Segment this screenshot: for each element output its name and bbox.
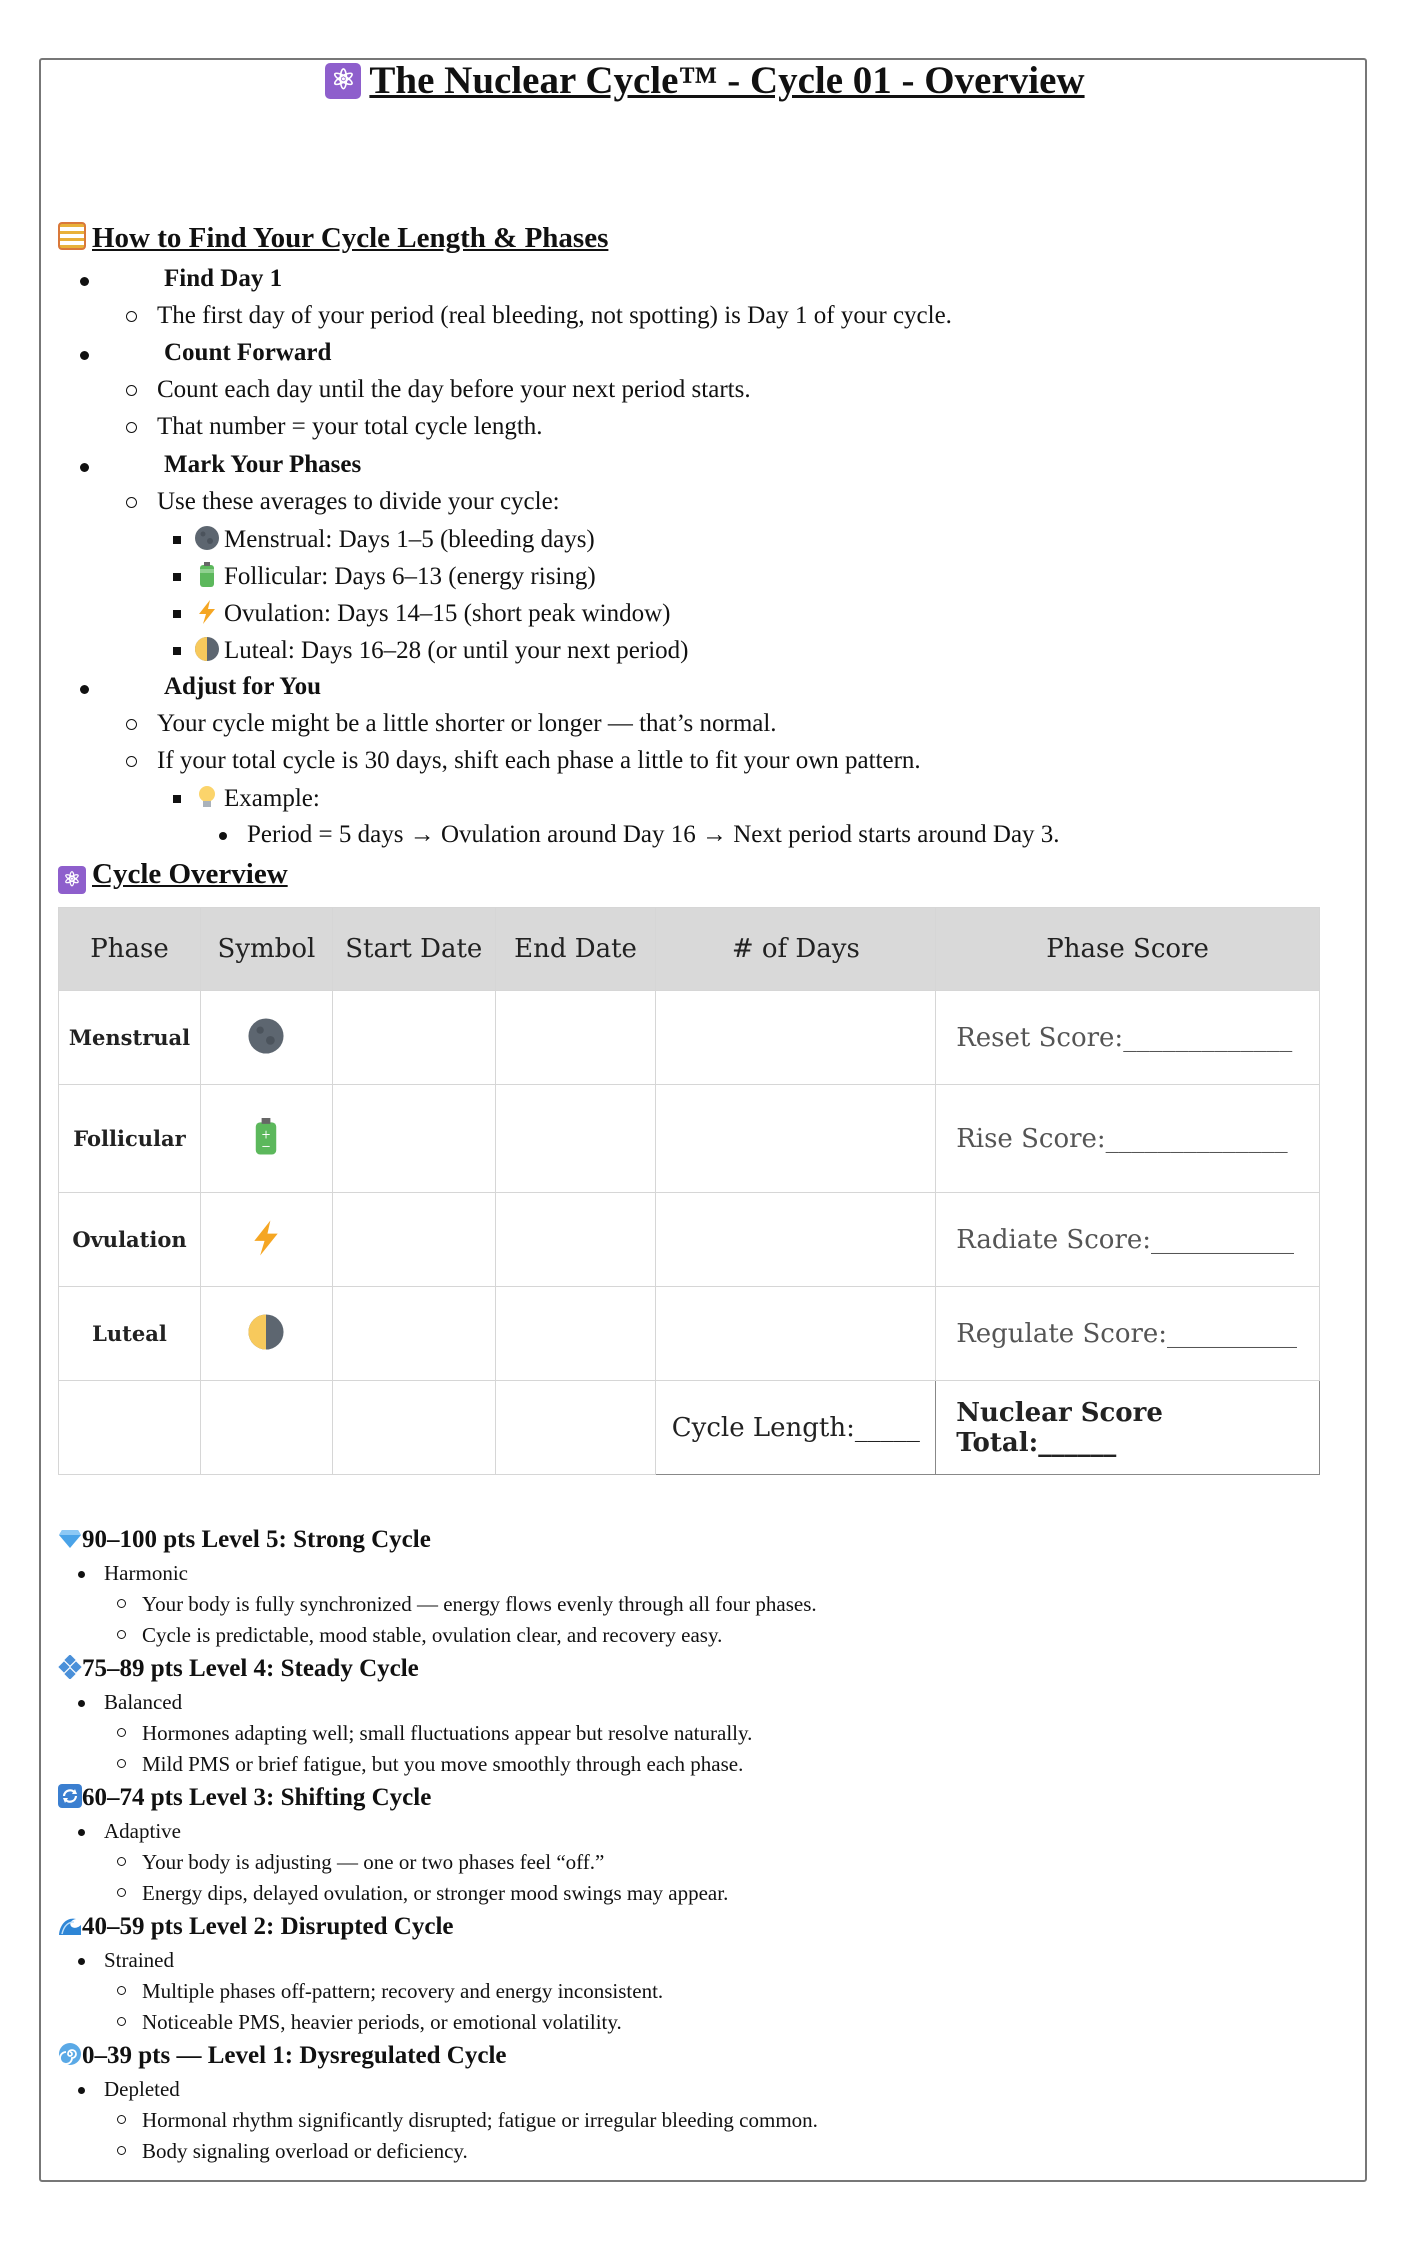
wave-icon [58, 1913, 82, 1937]
end-date-cell[interactable] [495, 1193, 656, 1287]
phase-score-cell[interactable]: Radiate Score:___________ [936, 1193, 1320, 1287]
new-moon-icon [247, 1017, 285, 1055]
notepad-icon [58, 222, 86, 250]
phase-name: Menstrual [59, 991, 201, 1085]
num-days-cell[interactable] [656, 991, 936, 1085]
col-end-date: End Date [495, 908, 656, 991]
num-days-cell[interactable] [656, 1085, 936, 1193]
phase-name: Follicular [59, 1085, 201, 1193]
lightning-icon [247, 1219, 285, 1257]
table-header-row [59, 908, 1320, 991]
level-2-heading: 40–59 pts Level 2: Disrupted Cycle [58, 1913, 454, 1941]
score-total-cell[interactable]: Nuclear Score Total:______ [936, 1381, 1320, 1475]
num-days-cell[interactable] [656, 1193, 936, 1287]
svg-text:−: − [261, 1138, 272, 1153]
cycle-overview-table [58, 907, 1320, 1475]
start-date-cell[interactable] [332, 1193, 495, 1287]
level-3-heading: 60–74 pts Level 3: Shifting Cycle [58, 1784, 431, 1812]
half-moon-icon [194, 636, 220, 662]
col-phase-score: Phase Score [936, 908, 1320, 991]
diamond-cluster-icon [58, 1655, 82, 1679]
level-1-heading: 0–39 pts — Level 1: Dysregulated Cycle [58, 2042, 507, 2070]
cycle-length-cell[interactable]: Cycle Length:_____ [656, 1381, 936, 1475]
cycle-arrows-icon [58, 1784, 82, 1808]
table-row [59, 1085, 1320, 1193]
table-row [59, 1193, 1320, 1287]
page-title: ⚛ The Nuclear Cycle™ - Cycle 01 - Overview [0, 58, 1410, 103]
half-moon-icon [247, 1313, 285, 1351]
level-4-heading: 75–89 pts Level 4: Steady Cycle [58, 1655, 419, 1683]
atom-icon: ⚛ [58, 866, 86, 894]
battery-icon [194, 562, 220, 588]
phase-name: Luteal [59, 1287, 201, 1381]
overview-heading: ⚛ Cycle Overview [58, 858, 288, 894]
phase-score-cell[interactable]: Regulate Score:__________ [936, 1287, 1320, 1381]
col-symbol: Symbol [200, 908, 332, 991]
table-total-row [59, 1381, 1320, 1475]
lightning-icon [194, 599, 220, 625]
lightbulb-icon [194, 784, 220, 810]
end-date-cell[interactable] [495, 991, 656, 1085]
howto-heading: How to Find Your Cycle Length & Phases [58, 222, 608, 255]
spiral-icon [58, 2042, 82, 2066]
num-days-cell[interactable] [656, 1287, 936, 1381]
col-phase: Phase [59, 908, 201, 991]
end-date-cell[interactable] [495, 1287, 656, 1381]
end-date-cell[interactable] [495, 1085, 656, 1193]
start-date-cell[interactable] [332, 1085, 495, 1193]
svg-text:+: + [261, 1126, 272, 1141]
battery-icon [247, 1118, 285, 1156]
phase-score-cell[interactable]: Reset Score:_____________ [936, 991, 1320, 1085]
level-5-heading: 90–100 pts Level 5: Strong Cycle [58, 1526, 431, 1554]
start-date-cell[interactable] [332, 991, 495, 1085]
table-row [59, 991, 1320, 1085]
col-num-days: # of Days [656, 908, 936, 991]
col-start-date: Start Date [332, 908, 495, 991]
phase-score-cell[interactable]: Rise Score:______________ [936, 1085, 1320, 1193]
new-moon-icon [194, 525, 220, 551]
phase-name: Ovulation [59, 1193, 201, 1287]
gem-icon [58, 1526, 82, 1550]
start-date-cell[interactable] [332, 1287, 495, 1381]
table-row [59, 1287, 1320, 1381]
atom-icon: ⚛ [325, 63, 361, 99]
